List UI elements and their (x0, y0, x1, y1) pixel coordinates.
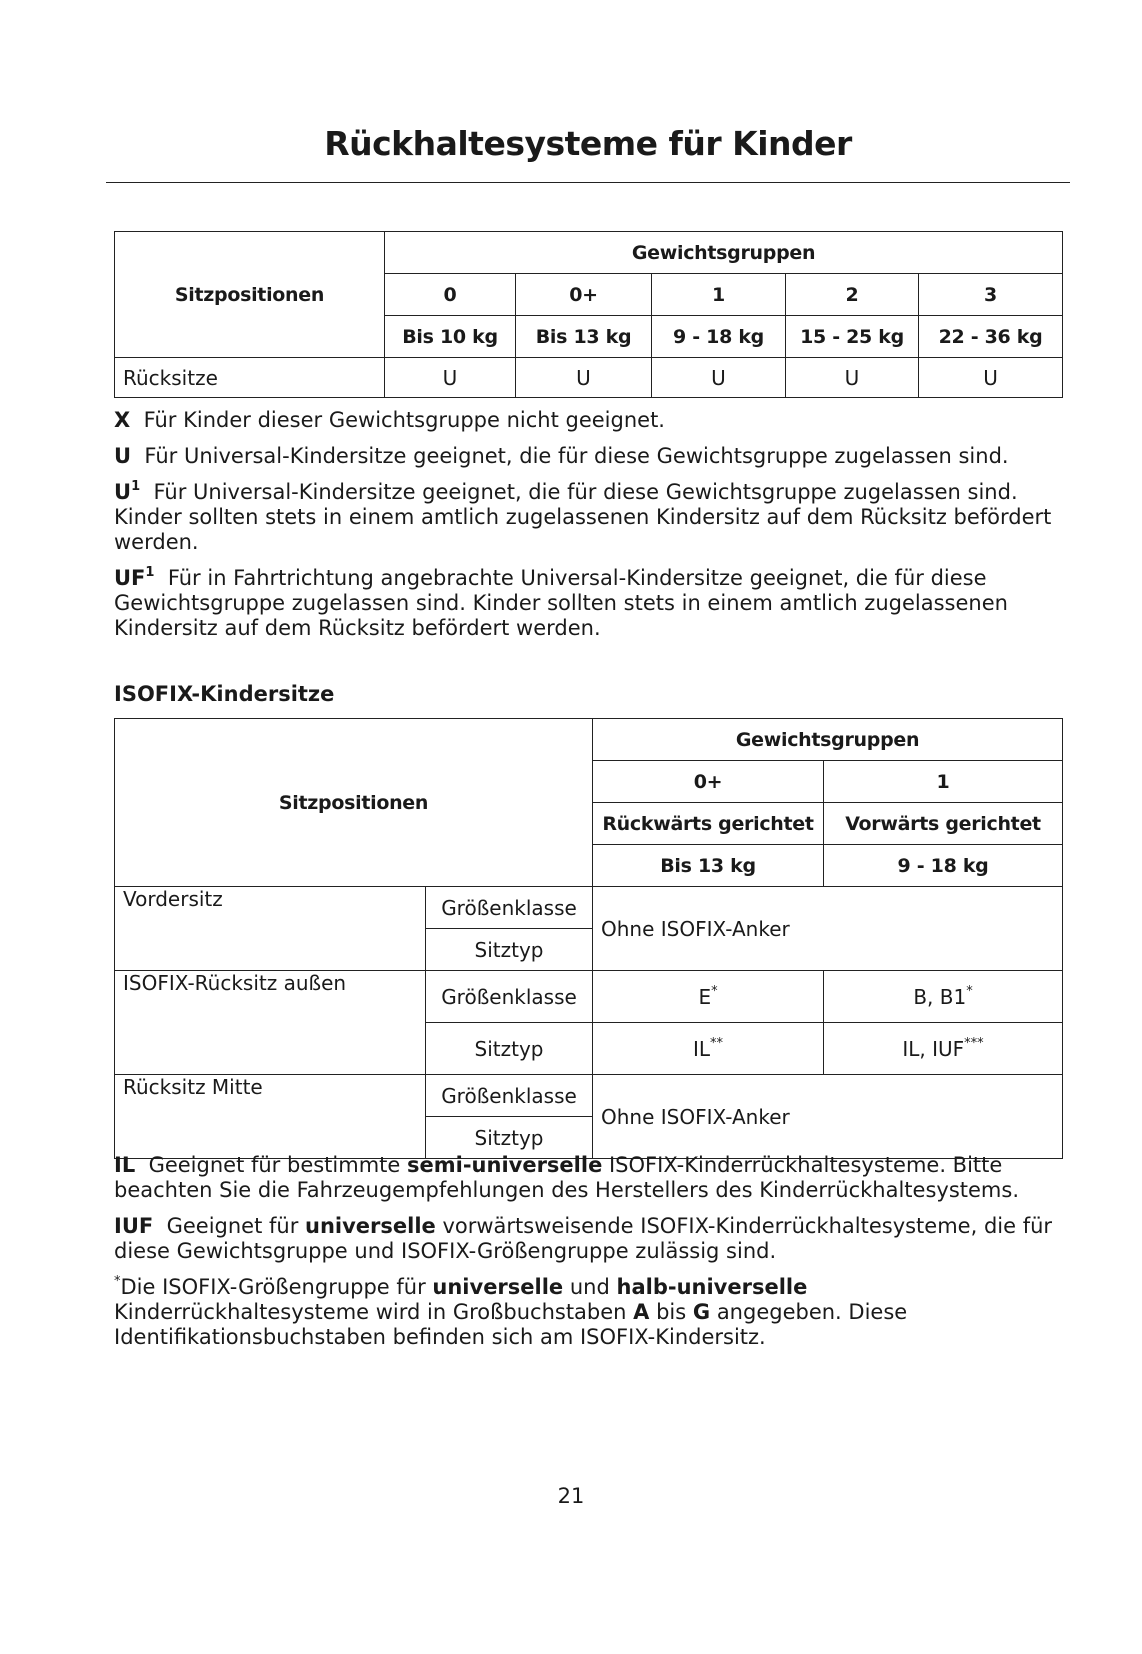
table-cell: U (385, 358, 516, 398)
table-cell (824, 971, 1063, 1023)
legend-superscript: 1 (131, 479, 141, 494)
table-cell: U (652, 358, 786, 398)
weight-range-header: Bis 13 kg (593, 845, 824, 887)
seat-type-label: Sitztyp (426, 1117, 593, 1159)
table-cell (824, 1023, 1063, 1075)
seat-type-label: Sitztyp (426, 1023, 593, 1075)
weight-range-header: 9 - 18 kg (652, 316, 786, 358)
table-row (115, 358, 1063, 398)
seat-position-header: Sitzpositionen (115, 232, 385, 358)
cell-value: B, B1 (913, 984, 967, 1009)
legend-emphasis: universelle (432, 1275, 564, 1299)
seat-position-label: ISOFIX-Rücksitz außen (115, 971, 426, 1075)
legend-item (114, 408, 1064, 433)
legend-text: Für in Fahrtrichtung angebrachte Universal-Kindersitze geeignet, die für diese Gewichtsgruppe zugelassen sind. Kinder sollten stets in einem amtlich zugelassenen Kindersitz auf dem Rücksitz befördert werden. (114, 566, 1008, 640)
weight-groups-header: Gewichtsgruppen (593, 719, 1063, 761)
table-cell (593, 971, 824, 1023)
legend-code: UF (114, 566, 146, 590)
legend-text: Die ISOFIX-Größengruppe für (120, 1275, 433, 1299)
group-header: 1 (652, 274, 786, 316)
table-row (115, 971, 1063, 1023)
legend-emphasis: A (633, 1300, 650, 1324)
page-number: 21 (557, 1484, 585, 1508)
direction-header: Rückwärts gerichtet (593, 803, 824, 845)
direction-header: Vorwärts gerichtet (824, 803, 1063, 845)
table-row (115, 1075, 1063, 1117)
legend-text: bis (649, 1300, 693, 1324)
legend-universal (114, 408, 1064, 652)
group-header: 3 (919, 274, 1063, 316)
legend-text: Für Kinder dieser Gewichtsgruppe nicht geeignet. (143, 408, 665, 432)
legend-text: Für Universal-Kindersitze geeignet, die für diese Gewichtsgruppe zugelassen sind. Kinder sollten stets in einem amtlich zugelassenen Kindersitz auf dem Rücksitz befördert werden. (114, 480, 1052, 554)
cell-value: IL, IUF (902, 1036, 965, 1061)
group-header: 1 (824, 761, 1063, 803)
legend-text: ISOFIX-Kinderrückhaltesysteme. Bitte beachten Sie die Fahrzeugempfehlungen des Herstellers des Kinderrückhaltesystems. (114, 1153, 1019, 1202)
footnote-mark: * (711, 983, 718, 999)
seat-type-label: Sitztyp (426, 929, 593, 971)
weight-range-header: 22 - 36 kg (919, 316, 1063, 358)
group-header: 0+ (516, 274, 652, 316)
seat-position-label: Rücksitze (115, 358, 385, 398)
weight-range-header: 9 - 18 kg (824, 845, 1063, 887)
size-class-label: Größenklasse (426, 887, 593, 929)
group-header: 0 (385, 274, 516, 316)
legend-emphasis: semi-universelle (407, 1153, 603, 1177)
legend-isofix (114, 1153, 1064, 1361)
legend-text: Geeignet für (166, 1214, 306, 1238)
legend-emphasis: G (692, 1300, 711, 1324)
legend-emphasis: halb-universelle (616, 1275, 808, 1299)
legend-emphasis: universelle (305, 1214, 436, 1238)
cell-value: IL (692, 1036, 711, 1061)
table-cell: U (786, 358, 919, 398)
weight-range-header: Bis 13 kg (516, 316, 652, 358)
legend-code: IL (114, 1153, 136, 1177)
seat-position-header: Sitzpositionen (115, 719, 593, 887)
table-cell (593, 1023, 824, 1075)
group-header: 0+ (593, 761, 824, 803)
seat-position-label: Rücksitz Mitte (115, 1075, 426, 1159)
legend-text: Geeignet für bestimmte (148, 1153, 407, 1177)
legend-code: U (114, 444, 132, 468)
title-divider (106, 182, 1070, 183)
footnote-star (114, 1275, 1064, 1350)
isofix-seat-table (114, 718, 1063, 1159)
seat-position-label: Vordersitz (115, 887, 426, 971)
footnote-mark: * (966, 983, 973, 999)
legend-code: U (114, 480, 132, 504)
table-row (115, 887, 1063, 929)
group-header: 2 (786, 274, 919, 316)
legend-text: vorwärtsweisende ISOFIX-Kinderrückhaltesysteme, die für diese Gewichtsgruppe und ISOFIX-Größengruppe zulässig sind. (114, 1214, 1053, 1263)
legend-code: X (114, 408, 131, 432)
legend-text: Für Universal-Kindersitze geeignet, die für diese Gewichtsgruppe zugelassen sind. (144, 444, 1009, 468)
no-anchor-cell: Ohne ISOFIX-Anker (593, 887, 1063, 971)
legend-item (114, 480, 1064, 555)
footnote-mark: * (114, 1274, 121, 1289)
legend-item (114, 566, 1064, 641)
weight-groups-header: Gewichtsgruppen (385, 232, 1063, 274)
legend-item (114, 1214, 1064, 1264)
cell-value: E (698, 984, 712, 1009)
footnote-mark: ** (710, 1035, 724, 1051)
legend-code: IUF (114, 1214, 154, 1238)
legend-item (114, 1153, 1064, 1203)
weight-range-header: 15 - 25 kg (786, 316, 919, 358)
size-class-label: Größenklasse (426, 1075, 593, 1117)
page-title: Rückhaltesysteme für Kinder (324, 124, 852, 163)
size-class-label: Größenklasse (426, 971, 593, 1023)
legend-item (114, 444, 1064, 469)
legend-superscript: 1 (145, 565, 155, 580)
weight-range-header: Bis 10 kg (385, 316, 516, 358)
no-anchor-cell: Ohne ISOFIX-Anker (593, 1075, 1063, 1159)
legend-text: Kinderrückhaltesysteme wird in Großbuchstaben (114, 1300, 634, 1324)
legend-text: angegeben. Diese Identifikationsbuchstaben befinden sich am ISOFIX-Kindersitz. (114, 1300, 908, 1349)
universal-seat-table (114, 231, 1063, 398)
table-cell: U (919, 358, 1063, 398)
section-title-isofix: ISOFIX-Kindersitze (114, 682, 335, 706)
footnote-mark: *** (964, 1035, 984, 1051)
table-cell: U (516, 358, 652, 398)
legend-text: und (563, 1275, 617, 1299)
